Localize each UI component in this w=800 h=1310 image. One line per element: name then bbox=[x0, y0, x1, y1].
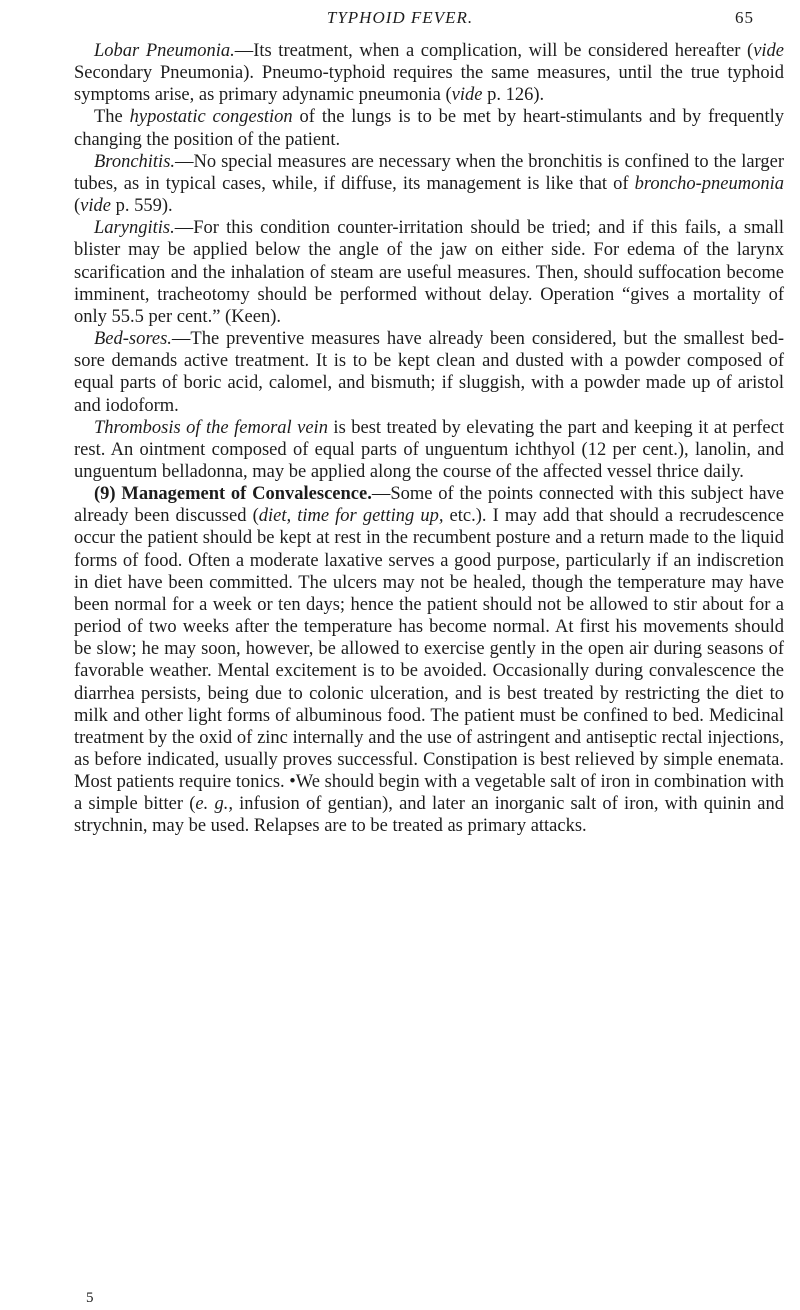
body-text bbox=[74, 40, 784, 838]
text: —Some of the points connected with this subject have already been discussed ( bbox=[74, 484, 784, 527]
heading-thrombosis: Thrombosis of the femoral vein bbox=[94, 417, 328, 438]
text: —Its treatment, when a complication, will be considered hereafter ( bbox=[234, 41, 754, 61]
page-number: 65 bbox=[735, 8, 754, 27]
text: The bbox=[94, 107, 130, 128]
text: —For this condition counter-irritation should be tried; and if this fails, a small blister may be applied below the angle of the jaw on either side. For edema of the larynx scarification and the inhalation of steam are useful measures. Then, should suffocation become imminent, tracheotomy should be performed without delay. Operation “gives a mortality of only 55.5 per cent.” (Keen). bbox=[74, 218, 784, 327]
paragraph-convalescence bbox=[74, 483, 784, 838]
paragraph-hypostatic-congestion bbox=[74, 106, 784, 150]
italic-text: vide bbox=[753, 41, 784, 61]
heading-lobar-pneumonia: Lobar Pneumonia. bbox=[94, 41, 235, 61]
text: —No special measures are necessary when the bronchitis is confined to the larger tubes, as in typical cases, while, if diffuse, its management is like that of bbox=[74, 151, 784, 194]
italic-text: e. g., bbox=[195, 794, 233, 815]
text: p. 559). bbox=[110, 196, 173, 217]
paragraph-bronchitis bbox=[74, 151, 784, 217]
heading-laryngitis: Laryngitis. bbox=[94, 218, 175, 239]
italic-text: vide bbox=[80, 196, 111, 217]
italic-text: diet, time for getting up, bbox=[258, 506, 444, 527]
text: etc.). I may add that should a recrudescence occur the patient should be kept at rest in the recumbent posture and a return made to the liquid forms of food. Often a moderate laxative serves a good purpose, particularly if an indiscretion in diet have been committed. The ulcers may not be healed, though the temperature may have been normal for a week or ten days; hence the patient should not be allowed to stir about for a period of two weeks after the temperature has become normal. At first his movements should be slow; he may soon, however, be allowed to exercise gently in the open air during seasons of favorable weather. Mental excitement is to be avoided. Occasionally during convalescence the diarrhea persists, being due to colonic ulceration, and is best treated by restricting the diet to milk and other light forms of albuminous food. The patient must be confined to bed. Medicinal treatment by the oxid of zinc internally and the use of astringent and antiseptic rectal injections, as before indicated, usually proves successful. Constipation is best relieved by simple enemata. Most patients require tonics. •We should begin with a vegetable salt of iron in combination with a simple bitter ( bbox=[74, 506, 784, 815]
text: is best treated by elevating the part and keeping it at perfect rest. An ointment composed of equal parts of unguentum ichthyol (12 per cent.), lanolin, and unguentum belladonna, may be applied along the course of the affected vessel thrice daily. bbox=[74, 417, 784, 482]
text: p. 126). bbox=[482, 85, 545, 106]
text: —The preventive measures have already been considered, but the smallest bed-sore demands active treatment. It is to be kept clean and dusted with a powder composed of equal parts of boric acid, calomel, and bismuth; if sluggish, with a powder made up of aristol and iodoform. bbox=[74, 329, 784, 416]
italic-text: broncho-pneumonia bbox=[634, 173, 784, 194]
text: infusion of gentian), and later an inorganic salt of iron, with quinin and strychnin, may be used. Relapses are to be treated as primary attacks. bbox=[74, 794, 784, 837]
heading-bronchitis: Bronchitis. bbox=[94, 151, 176, 172]
italic-text: vide bbox=[451, 85, 483, 106]
text: of the lungs is to be met by heart-stimulants and by frequently changing the position of the patient. bbox=[74, 107, 784, 150]
paragraph-thrombosis bbox=[74, 417, 784, 483]
italic-text: hypostatic congestion bbox=[129, 107, 293, 128]
heading-management-of-convalescence: (9) Management of Convalescence. bbox=[94, 484, 372, 505]
signature-mark: 5 bbox=[86, 1290, 94, 1306]
paragraph-laryngitis bbox=[74, 217, 784, 328]
running-title: TYPHOID FEVER. bbox=[326, 8, 474, 27]
page-header bbox=[0, 8, 800, 30]
heading-bed-sores: Bed-sores. bbox=[94, 329, 172, 350]
paragraph-lobar-pneumonia bbox=[74, 40, 784, 106]
text: ( bbox=[74, 196, 81, 217]
text: Secondary Pneumonia). Pneumo-typhoid requires the same measures, until the true typhoid symptoms arise, as primary adynamic pneumonia ( bbox=[74, 63, 784, 106]
paragraph-bed-sores bbox=[74, 328, 784, 417]
